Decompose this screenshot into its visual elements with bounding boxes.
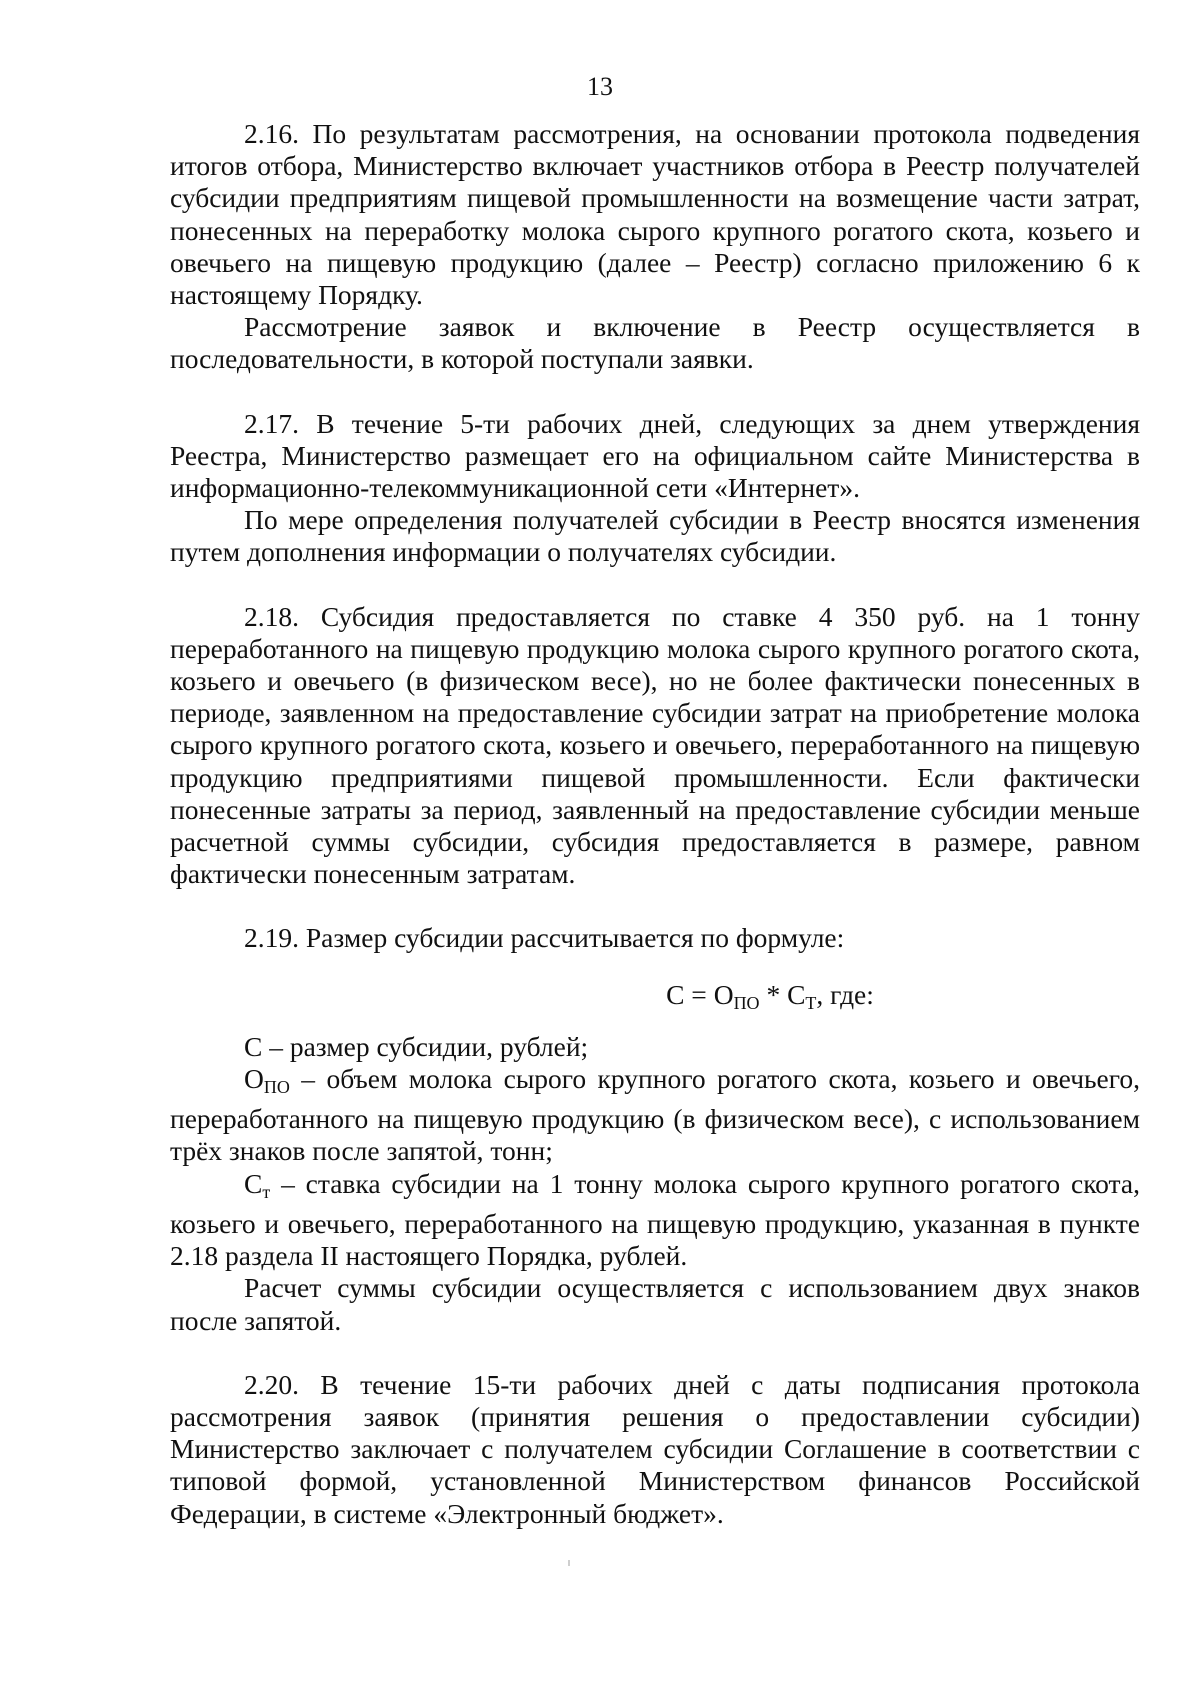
definition-c: С – размер субсидии, рублей; — [244, 1030, 589, 1062]
definition-opo-text: – объем молока сырого крупного рогатого скота, козьего и овечьего, переработанного на пищевую продукцию (в физическом весе), с использованием трёх знаков после запятой, тонн; — [170, 1063, 1140, 1167]
formula-sub-opo: ПО — [733, 992, 760, 1013]
paragraph-2-20: 2.20. В течение 15-ти рабочих дней с даты подписания протокола рассмотрения заявок (принятия решения о предоставлении субсидии) Министерство заключает с получателем субсидии Соглашение в соответствии с типовой формой, установленной Министерством финансов Российской Федерации, в системе «Электронный бюджет». — [170, 1368, 1140, 1529]
definition-opo-sub: ПО — [263, 1077, 290, 1098]
paragraph-2-17-updates: По мере определения получателей субсидии в Реестр вносятся изменения путем дополнения информации о получателях субсидии. — [170, 504, 1140, 568]
definition-opo — [170, 1063, 1140, 1168]
definition-ct-symbol: С — [244, 1167, 263, 1199]
paragraph-2-17: 2.17. В течение 5-ти рабочих дней, следующих за днем утверждения Реестра, Министерство размещает его на официальном сайте Министерства в информационно-телекоммуникационной сети «Интернет». — [170, 407, 1140, 504]
document-body — [170, 118, 1140, 1530]
paragraph-2-19: 2.19. Размер субсидии рассчитывается по формуле: — [244, 922, 845, 954]
formula-lhs: С = О — [666, 978, 734, 1010]
definition-opo-symbol: О — [244, 1063, 264, 1095]
definition-ct-text: – ставка субсидии на 1 тонну молока сырого крупного рогатого скота, козьего и овечьего, переработанного на пищевую продукцию, указанная в пункте 2.18 раздела II настоящего Порядка, рублей. — [170, 1167, 1140, 1272]
paragraph-2-16-review: Рассмотрение заявок и включение в Реестр осуществляется в последовательности, в которой поступали заявки. — [170, 311, 1140, 375]
definition-ct-sub: т — [262, 1181, 271, 1202]
subsidy-formula — [170, 979, 1140, 1019]
page-number: 13 — [587, 72, 613, 101]
formula-sub-ct: Т — [805, 992, 817, 1013]
paragraph-2-16: 2.16. По результатам рассмотрения, на основании протокола подведения итогов отбора, Министерство включает участников отбора в Реестр получателей субсидии предприятиям пищевой промышленности на возмещение части затрат, понесенных на переработку молока сырого крупного рогатого скота, козьего и овечьего на пищевую продукцию (далее – Реестр) согласно приложению 6 к настоящему Порядку. — [170, 118, 1140, 311]
formula-tail: , где: — [816, 978, 874, 1010]
paragraph-2-18: 2.18. Субсидия предоставляется по ставке 4 350 руб. на 1 тонну переработанного на пищевую продукцию молока сырого крупного рогатого скота, козьего и овечьего (в физическом весе), но не более фактически понесенных в периоде, заявленном на предоставление субсидии затрат на приобретение молока сырого крупного рогатого скота, козьего и овечьего, переработанного на пищевую продукцию предприятиями пищевой промышленности. Если фактически понесенные затраты за период, заявленный на предоставление субсидии меньше расчетной суммы субсидии, субсидия предоставляется в размере, равном фактически понесенным затратам. — [170, 600, 1140, 890]
formula-operator: * С — [759, 978, 806, 1010]
definition-ct — [170, 1168, 1140, 1273]
scan-mark — [568, 1560, 570, 1566]
paragraph-calculation: Расчет суммы субсидии осуществляется с использованием двух знаков после запятой. — [170, 1272, 1140, 1336]
